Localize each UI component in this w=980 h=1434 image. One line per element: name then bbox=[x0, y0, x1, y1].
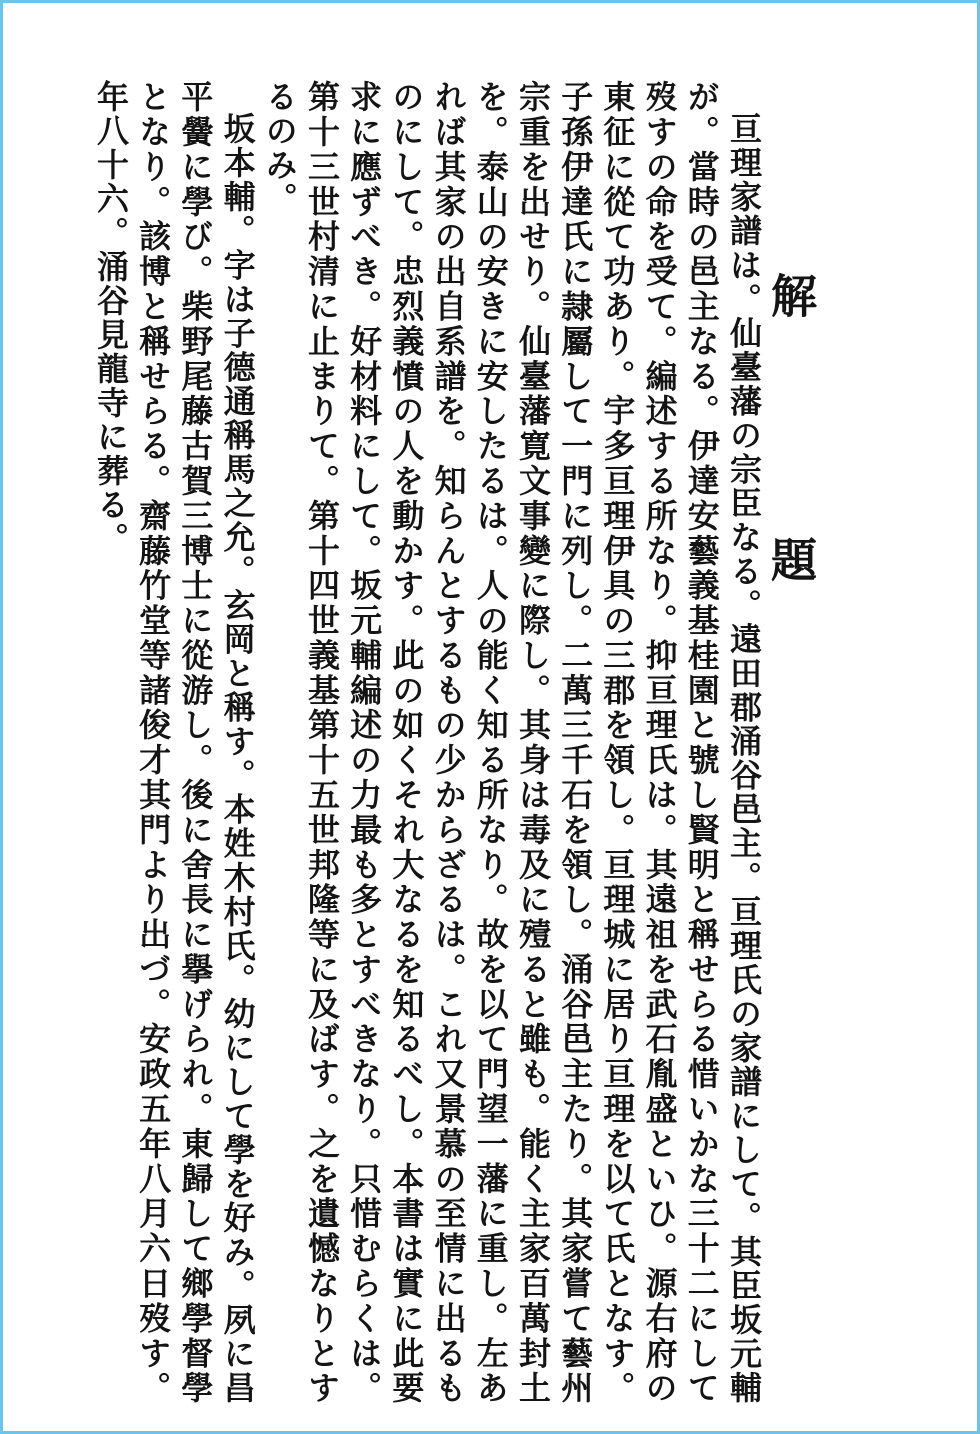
paragraph-intro: 亘理家譜は。仙臺藩の宗臣なる。遠田郡涌谷邑主。亘理氏の家譜にして。其臣坂元輔が。當時の邑主なる。伊達安藝義基桂園と號し賢明と稱せらる惜いかな三十二にして歿すの命を受て。編述する所なり。抑亘理氏は。其遠祖を武石胤盛といひ。源右府の東征に從て功あり。宇多亘理伊具の三郡を領し。亘理城に居り亘理を以て氏となす。子孫伊達氏に隷屬して一門に列し。二萬三千石を領し。涌谷邑主たり。其家嘗て藝州宗重を出せり。仙臺藩寛文事變に際し。其身は毒及に殪ると雖も。能く主家百萬封土を。泰山の安きに安したるは。人の能く知る所なり。故を以て門望一藩に重し。左あれば其家の出自系譜を。知らんとするもの少からざるは。これ又景慕の至情に出るものにして。忠烈義憤の人を動かす。此の如くそれ大なるを知るべし。本書は實に此要求に應ずべき。好材料にして。坂元輔編述の力最も多とすべきなり。只惜むらくは。第十三世村清に止まりて。第十四世義基第十五世邦隆等に及ばす。之を遺憾なりとするのみ。 bbox=[260, 80, 763, 1406]
paragraph-author-biography: 坂本輔。字は子德通稱馬之允。玄岡と稱す。本姓木村氏。幼にして學を好み。夙に昌平黌に學び。柴野尾藤古賀三博士に從游し。後に舍長に擧げられ。東歸して鄉學督學となり。該博と稱せらる。齋藤竹堂等諸俊才其門より出づ。安政五年八月六日歿す。年八十六。涌谷見龍寺に葬る。 bbox=[91, 80, 257, 1406]
page-title: 解 題 bbox=[764, 272, 818, 668]
body-text bbox=[90, 80, 765, 1405]
